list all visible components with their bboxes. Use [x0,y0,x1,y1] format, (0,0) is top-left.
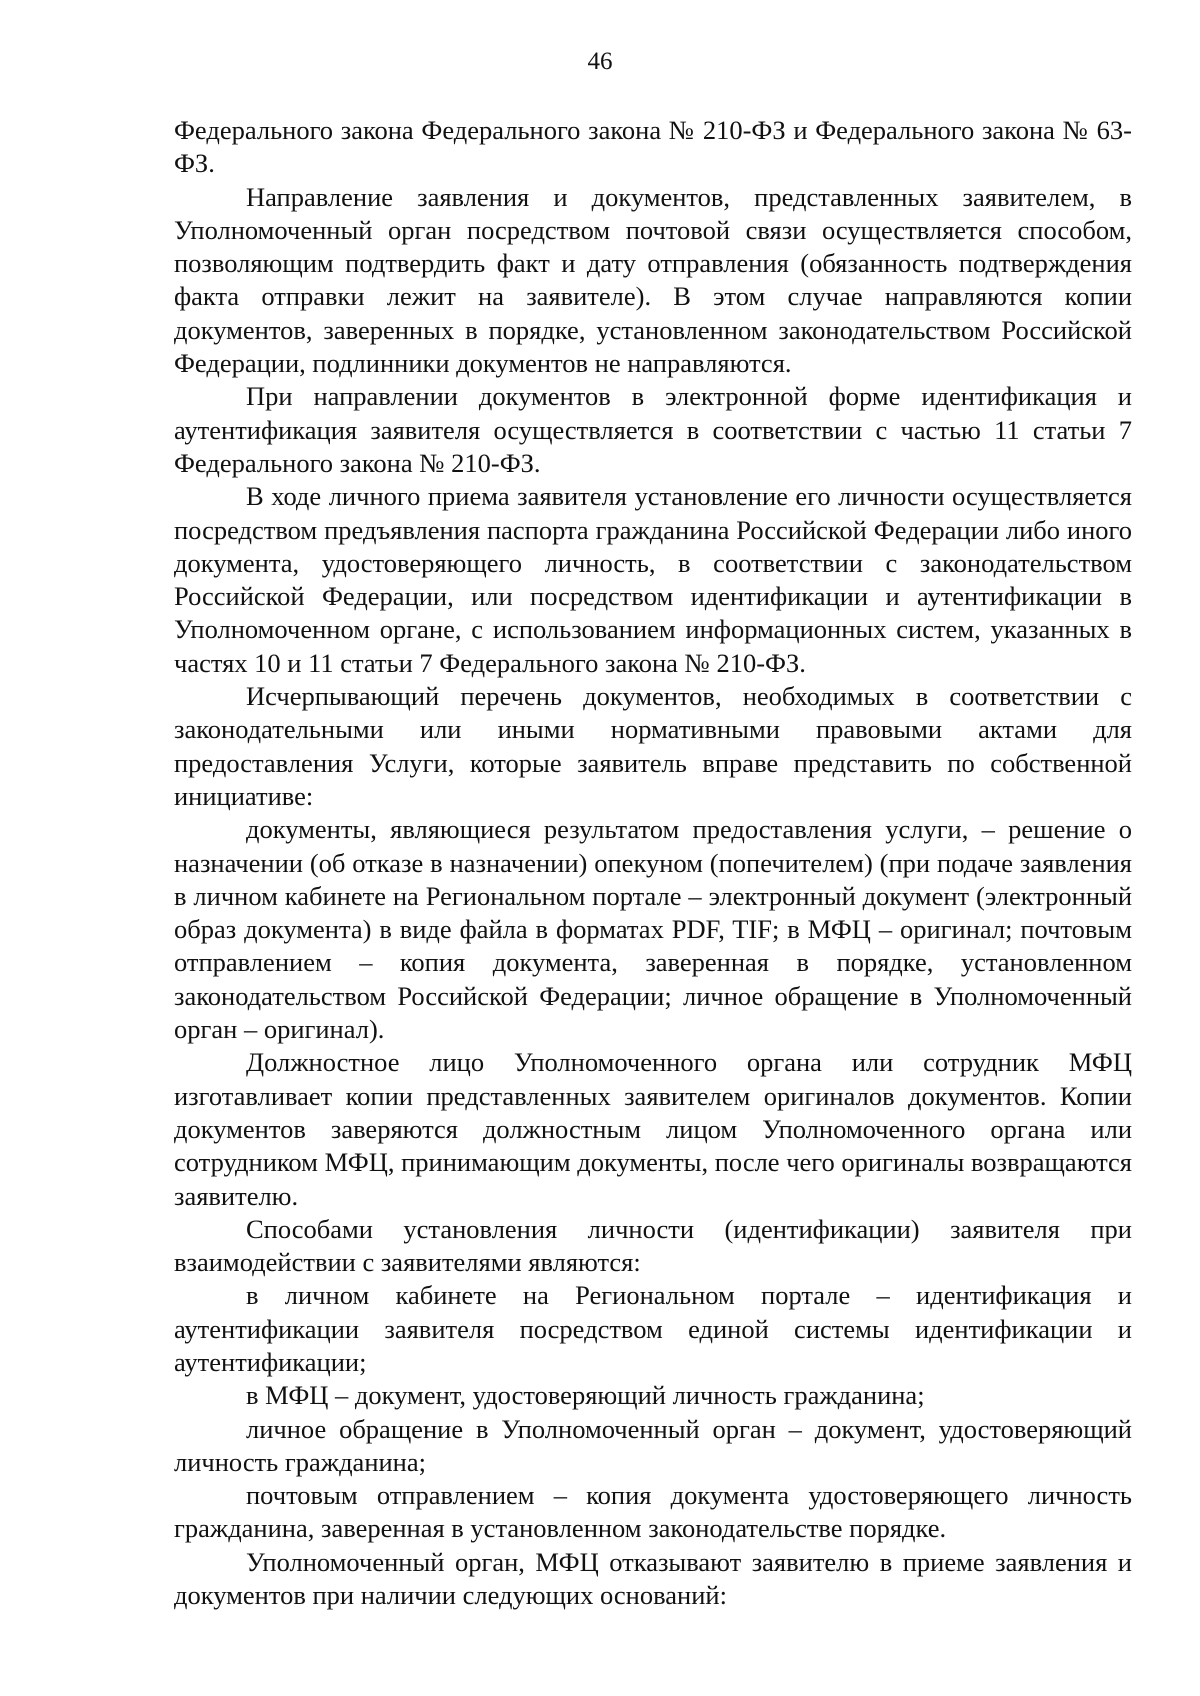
paragraph: личное обращение в Уполномоченный орган – документ, удостоверяющий личность гражданина; [174,1413,1132,1477]
paragraph: в МФЦ – документ, удостоверяющий личность гражданина; [246,1380,925,1411]
paragraph: в личном кабинете на Региональном портале – идентификация и аутентификации заявителя посредством единой системы идентификации и аутентификации; [174,1280,1132,1377]
document-body [174,114,1132,1612]
paragraph: Должностное лицо Уполномоченного органа или сотрудник МФЦ изготавливает копии представленных заявителем оригиналов документов. Копии документов заверяются должностным лицом Уполномоченного органа или сотрудником МФЦ, принимающим документы, после чего оригиналы возвращаются заявителю. [174,1047,1132,1211]
page-number: 46 [587,48,613,75]
paragraph: Уполномоченный орган, МФЦ отказывают заявителю в приеме заявления и документов при наличии следующих оснований: [174,1546,1132,1611]
paragraph: В ходе личного приема заявителя установление его личности осуществляется посредством предъявления паспорта гражданина Российской Федерации либо иного документа, удостоверяющего личность, в соответствии с законодательством Российской Федерации, или посредством идентификации и аутентификации в Уполномоченном органе, с использованием информационных систем, указанных в частях 10 и 11 статьи 7 Федерального закона № 210-ФЗ. [174,481,1132,678]
paragraph: Федерального закона Федерального закона № 210-ФЗ и Федерального закона № 63-ФЗ. [174,115,1132,179]
paragraph: почтовым отправлением – копия документа удостоверяющего личность гражданина, заверенная в установленном законодательстве порядке. [174,1480,1132,1544]
paragraph: Исчерпывающий перечень документов, необходимых в соответствии с законодательными или иными нормативными правовыми актами для предоставления Услуги, которые заявитель вправе представить по собственной инициативе: [174,681,1132,811]
paragraph: Направление заявления и документов, представленных заявителем, в Уполномоченный орган посредством почтовой связи осуществляется способом, позволяющим подтвердить факт и дату отправления (обязанность подтверждения факта отправки лежит на заявителе). В этом случае направляются копии документов, заверенных в порядке, установленном законодательством Российской Федерации, подлинники документов не направляются. [174,181,1132,379]
paragraph: При направлении документов в электронной форме идентификация и аутентификация заявителя осуществляется в соответствии с частью 11 статьи 7 Федерального закона № 210-ФЗ. [174,381,1132,478]
paragraph: документы, являющиеся результатом предоставления услуги, – решение о назначении (об отказе в назначении) опекуном (попечителем) (при подаче заявления в личном кабинете на Региональном портале – электронный документ (электронный образ документа) в виде файла в форматах PDF, TIF; в МФЦ – оригинал; почтовым отправлением – копия документа, заверенная в порядке, установленном законодательством Российской Федерации; личное обращение в Уполномоченный орган – оригинал). [174,814,1132,1045]
paragraph: Способами установления личности (идентификации) заявителя при взаимодействии с заявителями являются: [174,1213,1132,1278]
